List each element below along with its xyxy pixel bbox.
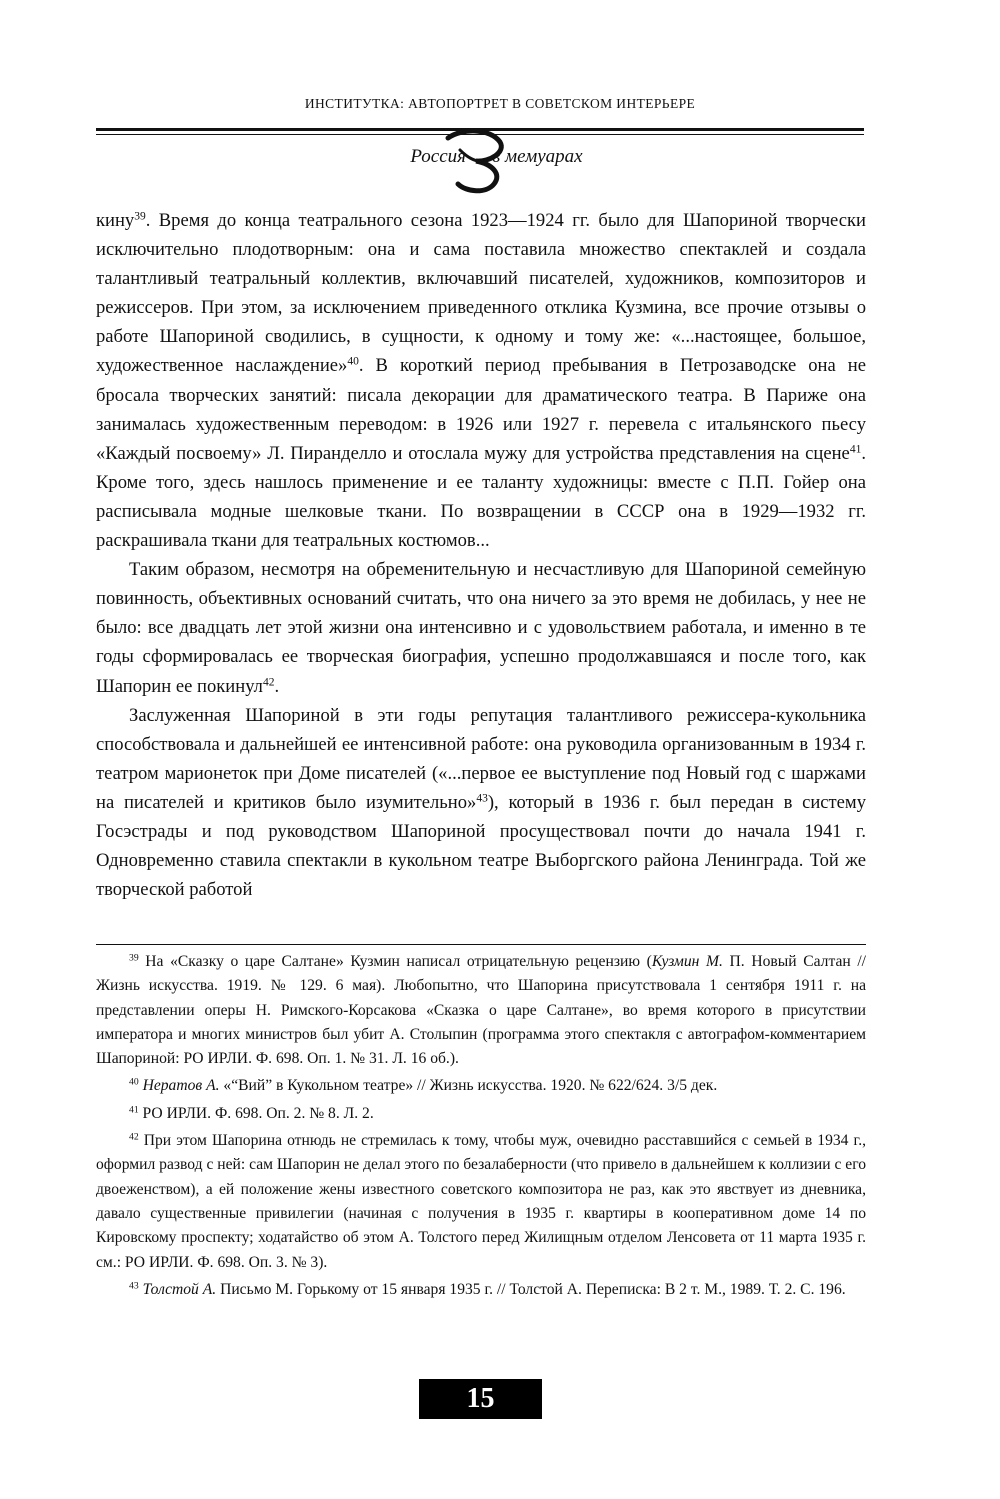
footnote-40: $^{40}$ Нератов А. «“Вий” в Кукольном театре» // Жизнь искусства. 1920. № 622/624. 3/5 дек. xyxy=(129,1077,718,1095)
paragraph-2: Таким образом, несмотря на обременительную и несчастливую для Шапориной семейную повинность, объективных оснований считать, что она ничего за это время не добилась, у нее не было: все двадцать лет этой жизни она интенсивно и с удовольствием работала, и именно в те годы сформировалась ее творческая биография, успешно продолжавшаяся и после того, как Шапорин ее покинул$^{42}$. xyxy=(96,559,866,697)
running-title: ИНСТИТУТКА: АВТОПОРТРЕТ В СОВЕТСКОМ ИНТЕРЬЕРЕ xyxy=(304,96,696,111)
paragraph-3: Заслуженная Шапориной в эти годы репутация талантливого режиссера-кукольника способствовала и дальнейшей ее интенсивной работе: она руководила организованным в 1934 г. театром марионеток при Доме писателей («...первое ее выступление под Новый год с шаржами на писателей и критиков было изумительно»$^{43}$), который в 1936 г. был передан в систему Госэстрады и под руководством Шапориной просуществовал почти до начала 1941 г. Одновременно ставила спектакли в кукольном театре Выборгского района Ленинграда. Той же творческой работой xyxy=(96,704,866,901)
footnote-ref-43: 43 xyxy=(476,792,488,805)
footnote-ref-42: 42 xyxy=(262,676,275,689)
footnotes xyxy=(96,950,866,1302)
footnote-39: $^{39}$ На «Сказку о царе Салтане» Кузмин написал отрицательную рецензию (Кузмин М. П. Новый Салтан // Жизнь искусства. 1919. № 129. 6 мая). Любопытно, что Шапорина присутствовала 1 сентября 1911 г. на представлении оперы Н. Римского-Корсакова «Сказка о царе Салтане», во время которого в присутствии императора и многих министров был убит А. Столыпин (программа этого спектакля с автографом-комментарием Шапориной: РО ИРЛИ. Ф. 698. Оп. 1. № 31. Л. 16 об.). xyxy=(96,952,867,1068)
footnote-42: $^{42}$ При этом Шапорина отнюдь не стремилась к тому, чтобы муж, очевидно расставшийся с семьей в 1934 г., оформил развод с ней: сам Шапорин не делал этого по безалаберности (что привело в дальнейшем к коллизии с его двоеженством), а ей положение жены известного советского композитора не раз, как это явствует из дневника, давало существенные привилегии (начиная с получения в 1935 г. квартиры в кооперативном доме 14 по Кировскому проспекту; ходатайство об этом А. Толстого перед Жилищным отделом Ленсовета от 11 марта 1935 г. см.: РО ИРЛИ. Ф. 698. Оп. 3. № 3). xyxy=(96,1131,867,1271)
paragraph-1: кину$^{39}$. Время до конца театрального сезона 1923—1924 гг. было для Шапориной творчески исключительно плодотворным: она и сама поставила множество спектаклей и создала талантливый театральный коллектив, включавший писателей, художников, композиторов и режиссеров. При этом, за исключением приведенного отклика Кузмина, все прочие отзывы о работе Шапориной сводились, в сущности, к одному и тому же: «...настоящее, большое, художественное наслаждение»$^{40}$. В короткий период пребывания в Петрозаводске она не бросала творческих занятий: писала декорации для драматического театра. В Париже она занималась художественным переводом: в 1926 или 1927 г. перевела с итальянского пьесу «Каждый посвоему» Л. Пиранделло и отослала мужу для устройства представления на сцене$^{41}$. Кроме того, здесь нашлось применение и ее таланту художницы: вместе с П.П. Гойер она расписывала модные шелковые ткани. По возвращении в СССР она в 1929—1932 гг. раскрашивала ткани для театральных костюмов... xyxy=(96,210,866,552)
footnote-ref-41: 41 xyxy=(849,443,862,456)
footnote-separator xyxy=(96,944,866,945)
footnote-43: $^{43}$ Толстой А. Письмо М. Горькому от 15 января 1935 г. // Толстой А. Переписка: В 2 т. М., 1989. Т. 2. С. 196. xyxy=(129,1280,846,1298)
footnote-ref-39: 39 xyxy=(134,210,146,223)
main-text xyxy=(96,206,866,904)
series-title-right: в мемуарах xyxy=(492,146,583,167)
footnote-41: $^{41}$ РО ИРЛИ. Ф. 698. Оп. 2. № 8. Л. 2. xyxy=(129,1104,374,1122)
series-title-left: Россия xyxy=(410,146,466,167)
footnote-ref-40: 40 xyxy=(347,356,359,369)
page-number: 15 xyxy=(419,1379,542,1419)
